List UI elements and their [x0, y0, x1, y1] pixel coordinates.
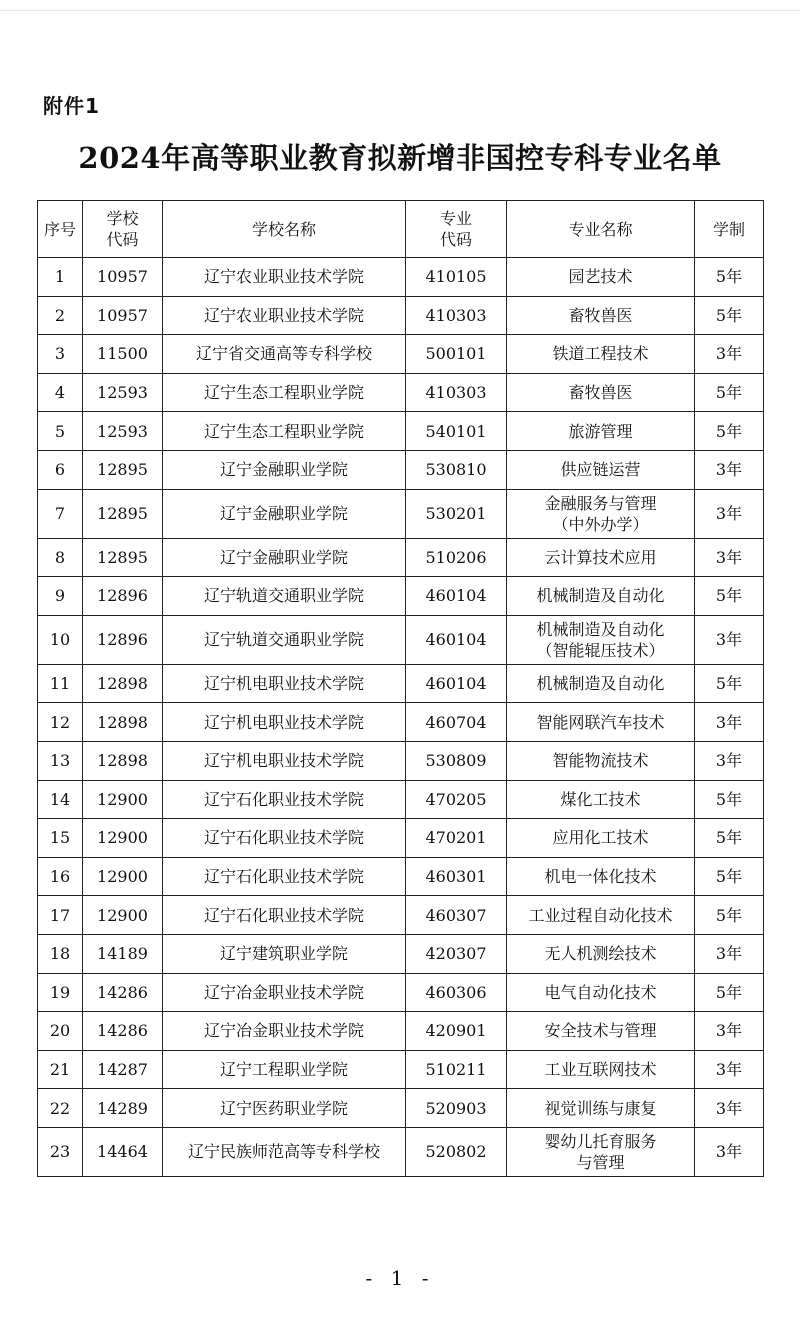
cell-duration: 5年	[695, 664, 764, 703]
table-row	[38, 741, 764, 780]
header-major-code: 专业 代码	[406, 201, 507, 258]
cell-major-name: 旅游管理	[507, 412, 695, 451]
cell-school-code: 12593	[83, 412, 163, 451]
cell-major-name: 电气自动化技术	[507, 973, 695, 1012]
page-title: 2024年高等职业教育拟新增非国控专科专业名单	[78, 141, 722, 175]
cell-seq: 21	[38, 1050, 83, 1089]
cell-duration: 3年	[695, 335, 764, 374]
cell-major-code: 460301	[406, 857, 507, 896]
cell-major-name: 机械制造及自动化 （智能辊压技术）	[507, 615, 695, 664]
cell-major-code: 500101	[406, 335, 507, 374]
table-row	[38, 615, 764, 664]
cell-major-code: 530201	[406, 489, 507, 538]
cell-duration: 3年	[695, 450, 764, 489]
cell-seq: 17	[38, 896, 83, 935]
table-row	[38, 258, 764, 297]
cell-duration: 3年	[695, 538, 764, 577]
cell-school-name: 辽宁石化职业技术学院	[163, 896, 406, 935]
cell-school-code: 12898	[83, 703, 163, 742]
cell-school-code: 12900	[83, 896, 163, 935]
cell-major-name: 安全技术与管理	[507, 1012, 695, 1051]
header-school-name: 学校名称	[163, 201, 406, 258]
table-row	[38, 780, 764, 819]
table-row	[38, 934, 764, 973]
cell-duration: 3年	[695, 1050, 764, 1089]
cell-school-code: 12898	[83, 741, 163, 780]
header-seq: 序号	[38, 201, 83, 258]
cell-school-code: 12896	[83, 577, 163, 616]
cell-school-name: 辽宁省交通高等专科学校	[163, 335, 406, 374]
cell-school-name: 辽宁生态工程职业学院	[163, 373, 406, 412]
major-list-table	[37, 200, 764, 1177]
cell-seq: 16	[38, 857, 83, 896]
table-row	[38, 703, 764, 742]
table-row	[38, 1127, 764, 1176]
cell-school-code: 12895	[83, 538, 163, 577]
cell-seq: 11	[38, 664, 83, 703]
cell-seq: 9	[38, 577, 83, 616]
cell-school-code: 14286	[83, 973, 163, 1012]
cell-school-name: 辽宁轨道交通职业学院	[163, 615, 406, 664]
cell-school-name: 辽宁农业职业技术学院	[163, 258, 406, 297]
cell-school-code: 12593	[83, 373, 163, 412]
cell-duration: 5年	[695, 896, 764, 935]
table-row	[38, 1012, 764, 1051]
cell-major-name: 无人机测绘技术	[507, 934, 695, 973]
cell-seq: 10	[38, 615, 83, 664]
cell-school-name: 辽宁石化职业技术学院	[163, 819, 406, 858]
cell-major-code: 530809	[406, 741, 507, 780]
table-row	[38, 335, 764, 374]
cell-major-name: 畜牧兽医	[507, 373, 695, 412]
cell-seq: 18	[38, 934, 83, 973]
cell-major-code: 410303	[406, 296, 507, 335]
cell-school-name: 辽宁建筑职业学院	[163, 934, 406, 973]
cell-major-name: 智能网联汽车技术	[507, 703, 695, 742]
cell-duration: 3年	[695, 1012, 764, 1051]
cell-seq: 20	[38, 1012, 83, 1051]
cell-major-code: 460104	[406, 615, 507, 664]
cell-school-name: 辽宁工程职业学院	[163, 1050, 406, 1089]
cell-major-name: 园艺技术	[507, 258, 695, 297]
cell-duration: 5年	[695, 973, 764, 1012]
cell-school-name: 辽宁民族师范高等专科学校	[163, 1127, 406, 1176]
table-header-row	[38, 201, 764, 258]
cell-seq: 22	[38, 1089, 83, 1128]
cell-major-name: 铁道工程技术	[507, 335, 695, 374]
cell-school-name: 辽宁医药职业学院	[163, 1089, 406, 1128]
cell-major-name: 金融服务与管理 （中外办学）	[507, 489, 695, 538]
table-row	[38, 857, 764, 896]
cell-school-code: 14286	[83, 1012, 163, 1051]
cell-school-code: 14189	[83, 934, 163, 973]
cell-seq: 1	[38, 258, 83, 297]
table-row	[38, 1050, 764, 1089]
cell-major-code: 460104	[406, 664, 507, 703]
cell-major-code: 530810	[406, 450, 507, 489]
table-row	[38, 296, 764, 335]
cell-duration: 5年	[695, 819, 764, 858]
cell-duration: 5年	[695, 857, 764, 896]
cell-major-name: 智能物流技术	[507, 741, 695, 780]
cell-major-code: 520903	[406, 1089, 507, 1128]
cell-school-name: 辽宁金融职业学院	[163, 538, 406, 577]
cell-major-name: 应用化工技术	[507, 819, 695, 858]
cell-major-code: 420901	[406, 1012, 507, 1051]
cell-school-code: 12900	[83, 857, 163, 896]
cell-seq: 7	[38, 489, 83, 538]
cell-school-code: 10957	[83, 296, 163, 335]
cell-school-code: 12900	[83, 819, 163, 858]
cell-seq: 6	[38, 450, 83, 489]
cell-seq: 15	[38, 819, 83, 858]
table-row	[38, 664, 764, 703]
header-major-name: 专业名称	[507, 201, 695, 258]
table-row	[38, 450, 764, 489]
table-row	[38, 1089, 764, 1128]
cell-major-name: 云计算技术应用	[507, 538, 695, 577]
cell-major-name: 煤化工技术	[507, 780, 695, 819]
cell-school-code: 12900	[83, 780, 163, 819]
cell-major-code: 520802	[406, 1127, 507, 1176]
cell-duration: 5年	[695, 780, 764, 819]
cell-major-code: 420307	[406, 934, 507, 973]
table-row	[38, 577, 764, 616]
cell-seq: 23	[38, 1127, 83, 1176]
cell-major-name: 视觉训练与康复	[507, 1089, 695, 1128]
cell-major-code: 510211	[406, 1050, 507, 1089]
cell-school-name: 辽宁金融职业学院	[163, 489, 406, 538]
cell-school-code: 12898	[83, 664, 163, 703]
table-row	[38, 373, 764, 412]
cell-seq: 5	[38, 412, 83, 451]
cell-duration: 5年	[695, 373, 764, 412]
page-number: - 1 -	[365, 1266, 435, 1290]
cell-seq: 8	[38, 538, 83, 577]
cell-major-name: 工业互联网技术	[507, 1050, 695, 1089]
table-row	[38, 538, 764, 577]
cell-school-code: 14287	[83, 1050, 163, 1089]
cell-major-name: 工业过程自动化技术	[507, 896, 695, 935]
cell-duration: 3年	[695, 934, 764, 973]
cell-school-code: 12896	[83, 615, 163, 664]
cell-duration: 3年	[695, 703, 764, 742]
table-body	[38, 258, 764, 1177]
header-school-code: 学校 代码	[83, 201, 163, 258]
cell-major-code: 510206	[406, 538, 507, 577]
cell-duration: 3年	[695, 489, 764, 538]
cell-school-name: 辽宁冶金职业技术学院	[163, 973, 406, 1012]
cell-school-name: 辽宁冶金职业技术学院	[163, 1012, 406, 1051]
cell-duration: 3年	[695, 741, 764, 780]
table-row	[38, 896, 764, 935]
attachment-label: 附件1	[43, 94, 100, 118]
table-row	[38, 412, 764, 451]
cell-duration: 5年	[695, 296, 764, 335]
cell-school-name: 辽宁农业职业技术学院	[163, 296, 406, 335]
cell-duration: 3年	[695, 1089, 764, 1128]
table-row	[38, 489, 764, 538]
cell-school-name: 辽宁石化职业技术学院	[163, 780, 406, 819]
cell-major-code: 460704	[406, 703, 507, 742]
cell-school-code: 10957	[83, 258, 163, 297]
table-row	[38, 973, 764, 1012]
cell-school-code: 14289	[83, 1089, 163, 1128]
header-duration: 学制	[695, 201, 764, 258]
cell-seq: 13	[38, 741, 83, 780]
cell-major-code: 460306	[406, 973, 507, 1012]
cell-school-code: 12895	[83, 489, 163, 538]
cell-duration: 5年	[695, 577, 764, 616]
cell-duration: 5年	[695, 258, 764, 297]
cell-school-name: 辽宁轨道交通职业学院	[163, 577, 406, 616]
cell-major-name: 机械制造及自动化	[507, 577, 695, 616]
cell-major-code: 540101	[406, 412, 507, 451]
cell-school-code: 11500	[83, 335, 163, 374]
cell-seq: 12	[38, 703, 83, 742]
cell-seq: 3	[38, 335, 83, 374]
cell-seq: 2	[38, 296, 83, 335]
cell-major-name: 婴幼儿托育服务 与管理	[507, 1127, 695, 1176]
cell-major-name: 机械制造及自动化	[507, 664, 695, 703]
top-divider	[0, 10, 800, 11]
cell-duration: 3年	[695, 615, 764, 664]
cell-school-name: 辽宁金融职业学院	[163, 450, 406, 489]
cell-school-name: 辽宁机电职业技术学院	[163, 741, 406, 780]
cell-school-name: 辽宁生态工程职业学院	[163, 412, 406, 451]
cell-major-name: 机电一体化技术	[507, 857, 695, 896]
cell-school-name: 辽宁石化职业技术学院	[163, 857, 406, 896]
cell-school-code: 12895	[83, 450, 163, 489]
cell-school-code: 14464	[83, 1127, 163, 1176]
cell-major-name: 畜牧兽医	[507, 296, 695, 335]
cell-major-code: 470201	[406, 819, 507, 858]
table-row	[38, 819, 764, 858]
cell-school-name: 辽宁机电职业技术学院	[163, 664, 406, 703]
cell-major-name: 供应链运营	[507, 450, 695, 489]
cell-major-code: 410303	[406, 373, 507, 412]
cell-duration: 5年	[695, 412, 764, 451]
cell-major-code: 460104	[406, 577, 507, 616]
cell-seq: 14	[38, 780, 83, 819]
cell-major-code: 470205	[406, 780, 507, 819]
cell-seq: 19	[38, 973, 83, 1012]
cell-major-code: 460307	[406, 896, 507, 935]
cell-major-code: 410105	[406, 258, 507, 297]
cell-duration: 3年	[695, 1127, 764, 1176]
cell-school-name: 辽宁机电职业技术学院	[163, 703, 406, 742]
cell-seq: 4	[38, 373, 83, 412]
